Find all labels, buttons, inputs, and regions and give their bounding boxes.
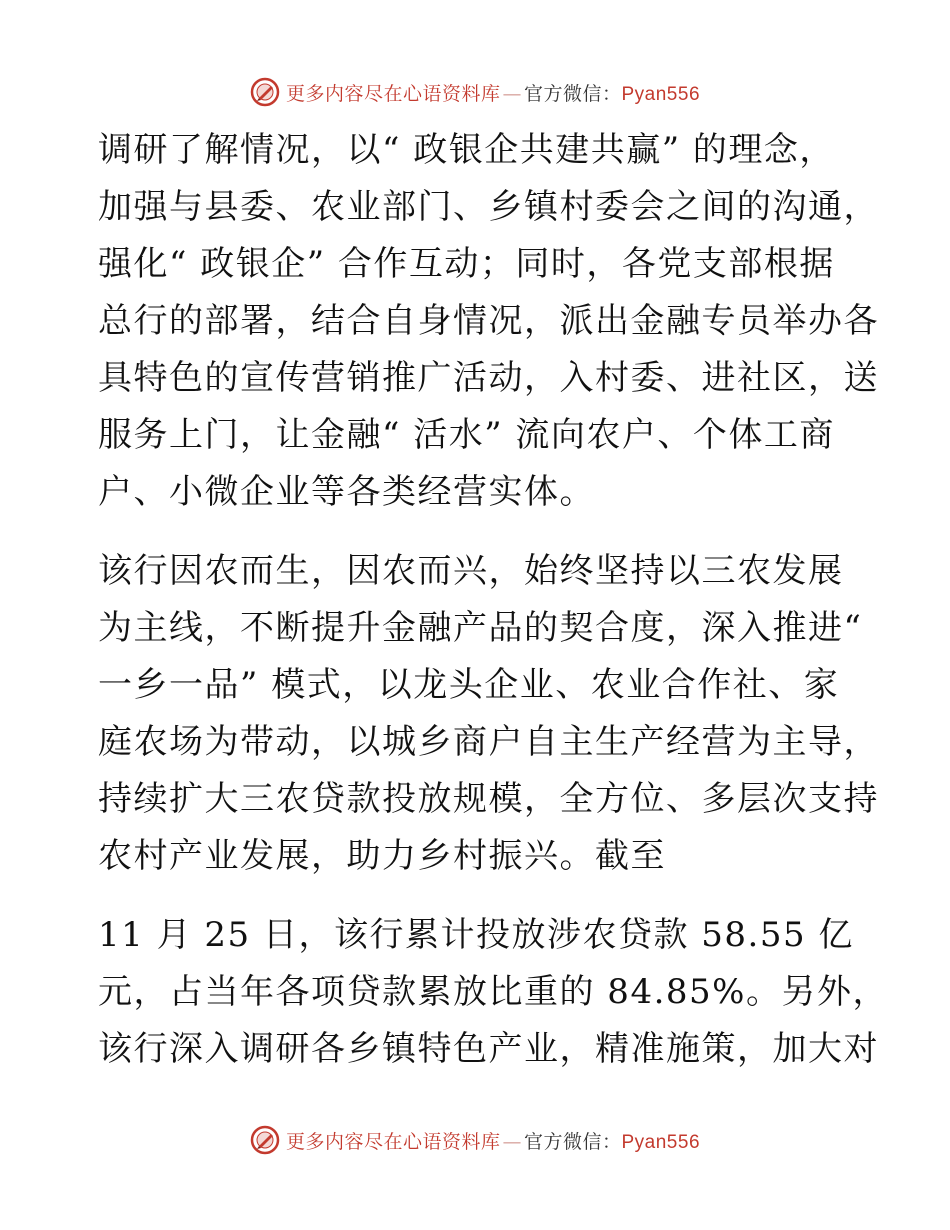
watermark-site-text: 更多内容尽在心语资料库 [285,82,501,105]
watermark-site-text: 更多内容尽在心语资料库 [285,1130,501,1153]
text-line: 农村产业发展，助力乡村振兴。截至 [98,836,666,876]
text-line: 11 月 25 日，该行累计投放涉农贷款 58.55 亿 [98,915,854,955]
paragraph-1 [98,122,879,521]
watermark-text [286,79,700,106]
text-line: 户、小微企业等各类经营实体。 [98,472,595,512]
watermark-wechat-id: Pyan556 [621,83,701,105]
watermark-label: 官方微信： [523,1130,622,1153]
text-line: 持续扩大三农贷款投放规模，全方位、多层次支持 [98,779,879,819]
pen-logo-icon [250,77,280,107]
text-line: 具特色的宣传营销推广活动，入村委、进社区，送 [98,358,879,398]
text-line: 一乡一品” 模式，以龙头企业、农业合作社、家 [98,665,840,705]
text-line: 庭农场为带动，以城乡商户自主生产经营为主导， [98,722,879,762]
watermark-separator: — [502,1130,522,1153]
text-line: 为主线，不断提升金融产品的契合度，深入推进“ [98,608,863,648]
footer-watermark [0,1120,950,1160]
text-line: 元，占当年各项贷款累放比重的 84.85%。另外， [98,972,888,1012]
header-watermark [0,72,950,112]
text-line: 服务上门，让金融“ 活水” 流向农户、个体工商 [98,415,835,455]
watermark-separator: — [502,82,522,105]
paragraph-3 [98,907,888,1078]
text-line: 该行因农而生，因农而兴，始终坚持以三农发展 [98,551,844,591]
watermark-wechat-id: Pyan556 [621,1131,701,1153]
text-line: 强化“ 政银企” 合作互动；同时，各党支部根据 [98,244,835,284]
watermark-text [286,1127,700,1154]
watermark-label: 官方微信： [523,82,622,105]
text-line: 总行的部署，结合自身情况，派出金融专员举办各 [98,301,879,341]
text-line: 该行深入调研各乡镇特色产业，精准施策，加大对 [98,1029,879,1069]
text-line: 加强与县委、农业部门、乡镇村委会之间的沟通， [98,187,879,227]
document-body [98,122,888,1078]
pen-logo-icon [250,1125,280,1155]
paragraph-2 [98,543,879,885]
text-line: 调研了解情况，以“ 政银企共建共赢” 的理念， [98,130,835,170]
